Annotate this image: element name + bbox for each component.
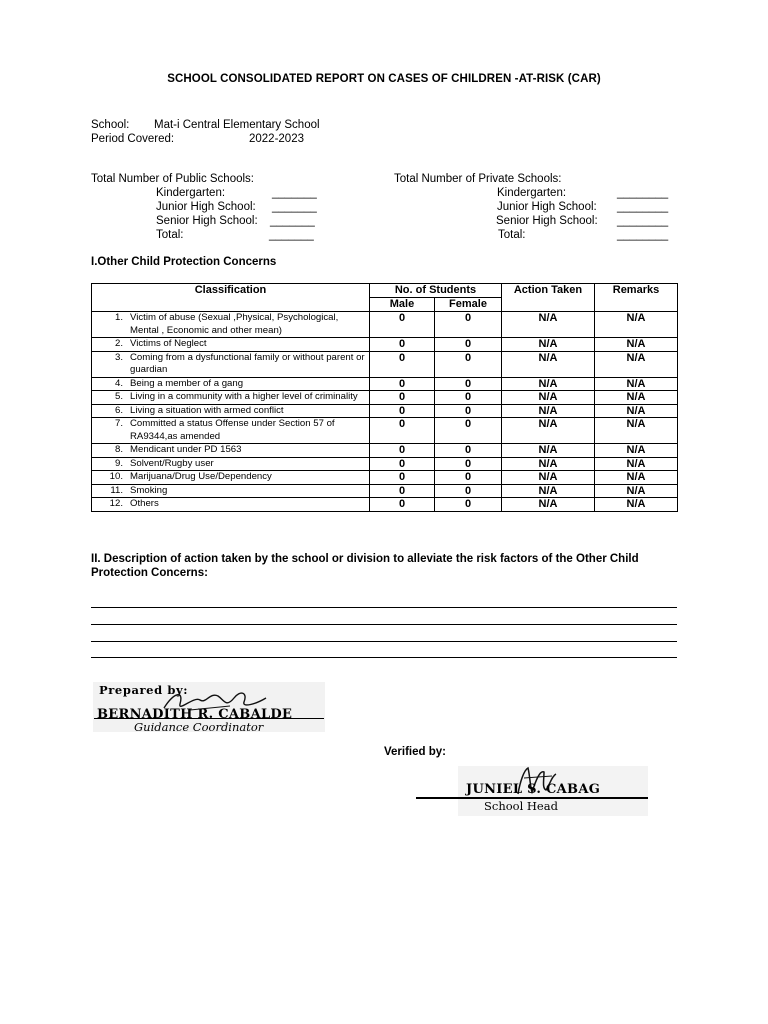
row-number: 2. bbox=[114, 338, 123, 349]
table-row bbox=[92, 444, 678, 458]
prepared-by-label: Prepared by: bbox=[99, 683, 189, 697]
table-row bbox=[92, 338, 678, 352]
row-number: 12. bbox=[109, 498, 123, 509]
verified-by-label: Verified by: bbox=[384, 746, 446, 758]
classification-cell bbox=[92, 351, 370, 377]
period-label: Period Covered: bbox=[91, 133, 175, 145]
classification-cell bbox=[92, 418, 370, 444]
public-shs-blank: _______ bbox=[270, 215, 315, 227]
male-count: 0 bbox=[370, 484, 435, 498]
action-taken: N/A bbox=[502, 312, 595, 338]
action-taken: N/A bbox=[502, 377, 595, 391]
remarks: N/A bbox=[595, 404, 678, 418]
action-taken: N/A bbox=[502, 471, 595, 485]
report-title: SCHOOL CONSOLIDATED REPORT ON CASES OF CHILDREN -AT-RISK (CAR) bbox=[167, 73, 601, 85]
action-taken: N/A bbox=[502, 418, 595, 444]
action-taken: N/A bbox=[502, 391, 595, 405]
classification-cell bbox=[92, 498, 370, 512]
row-classification: Solvent/Rugby user bbox=[130, 457, 214, 469]
female-count: 0 bbox=[435, 484, 502, 498]
action-taken: N/A bbox=[502, 484, 595, 498]
school-value: Mat-i Central Elementary School bbox=[154, 119, 320, 131]
verified-role: School Head bbox=[484, 799, 558, 813]
row-classification: Mendicant under PD 1563 bbox=[130, 444, 242, 455]
action-taken: N/A bbox=[502, 498, 595, 512]
row-number: 10. bbox=[109, 471, 123, 482]
male-count: 0 bbox=[370, 377, 435, 391]
female-count: 0 bbox=[435, 391, 502, 405]
classification-cell bbox=[92, 377, 370, 391]
private-total-blank: ________ bbox=[617, 229, 669, 241]
answer-line-2 bbox=[91, 624, 677, 625]
female-count: 0 bbox=[435, 444, 502, 458]
remarks: N/A bbox=[595, 444, 678, 458]
classification-cell bbox=[92, 404, 370, 418]
classification-cell bbox=[92, 471, 370, 485]
header-classification: Classification bbox=[92, 284, 370, 312]
male-count: 0 bbox=[370, 444, 435, 458]
remarks: N/A bbox=[595, 377, 678, 391]
row-number: 7. bbox=[114, 418, 123, 429]
row-number: 3. bbox=[114, 351, 123, 363]
prepared-role: Guidance Coordinator bbox=[134, 720, 264, 734]
action-taken: N/A bbox=[502, 404, 595, 418]
table-row bbox=[92, 418, 678, 444]
male-count: 0 bbox=[370, 418, 435, 444]
remarks: N/A bbox=[595, 498, 678, 512]
table-row bbox=[92, 457, 678, 471]
table-row bbox=[92, 498, 678, 512]
remarks: N/A bbox=[595, 338, 678, 352]
remarks: N/A bbox=[595, 312, 678, 338]
header-male: Male bbox=[370, 298, 435, 312]
row-classification: Victim of abuse (Sexual ,Physical, Psychological, Mental , Economic and other mean) bbox=[130, 312, 339, 336]
period-value: 2022-2023 bbox=[249, 133, 304, 145]
answer-line-3 bbox=[91, 641, 677, 642]
private-shs-blank: ________ bbox=[617, 215, 669, 227]
classification-cell bbox=[92, 338, 370, 352]
section-2-heading: II. Description of action taken by the school or division to alleviate the risk factors of the Other Child Protection Concerns: bbox=[91, 553, 639, 579]
action-taken: N/A bbox=[502, 444, 595, 458]
female-count: 0 bbox=[435, 404, 502, 418]
row-number: 1. bbox=[114, 312, 123, 323]
row-number: 5. bbox=[114, 391, 123, 402]
answer-line-4 bbox=[91, 657, 677, 658]
section-1-heading: I.Other Child Protection Concerns bbox=[91, 256, 277, 268]
remarks: N/A bbox=[595, 471, 678, 485]
table-row bbox=[92, 312, 678, 338]
male-count: 0 bbox=[370, 471, 435, 485]
row-classification: Committed a status Offense under Section 57 of RA9344,as amended bbox=[130, 418, 335, 442]
private-kindergarten-label: Kindergarten: bbox=[497, 187, 567, 199]
row-number: 4. bbox=[114, 377, 123, 389]
action-taken: N/A bbox=[502, 457, 595, 471]
private-jhs-label: Junior High School: bbox=[497, 201, 597, 213]
private-schools-heading: Total Number of Private Schools: bbox=[394, 173, 562, 185]
female-count: 0 bbox=[435, 377, 502, 391]
public-kindergarten-blank: _______ bbox=[272, 187, 317, 199]
table-row bbox=[92, 471, 678, 485]
row-classification: Being a member of a gang bbox=[130, 377, 244, 389]
public-kindergarten-label: Kindergarten: bbox=[156, 187, 226, 199]
table-row bbox=[92, 484, 678, 498]
row-number: 6. bbox=[114, 404, 123, 416]
row-classification: Living in a community with a higher level of criminality bbox=[130, 391, 358, 402]
row-number: 8. bbox=[114, 444, 123, 455]
table-row bbox=[92, 404, 678, 418]
public-jhs-label: Junior High School: bbox=[156, 201, 256, 213]
remarks: N/A bbox=[595, 457, 678, 471]
header-action-taken: Action Taken bbox=[502, 284, 595, 312]
row-classification: Smoking bbox=[130, 484, 168, 496]
female-count: 0 bbox=[435, 498, 502, 512]
school-label: School: bbox=[91, 119, 130, 131]
remarks: N/A bbox=[595, 351, 678, 377]
answer-line-1 bbox=[91, 607, 677, 608]
action-taken: N/A bbox=[502, 351, 595, 377]
header-remarks: Remarks bbox=[595, 284, 678, 312]
car-table bbox=[91, 283, 678, 512]
row-classification: Others bbox=[130, 498, 159, 509]
public-shs-label: Senior High School: bbox=[156, 215, 258, 227]
private-kindergarten-blank: ________ bbox=[617, 187, 669, 199]
header-female: Female bbox=[435, 298, 502, 312]
male-count: 0 bbox=[370, 404, 435, 418]
row-number: 11. bbox=[110, 484, 123, 496]
remarks: N/A bbox=[595, 484, 678, 498]
public-total-blank: _______ bbox=[269, 229, 314, 241]
private-shs-label: Senior High School: bbox=[496, 215, 598, 227]
action-taken: N/A bbox=[502, 338, 595, 352]
row-classification: Coming from a dysfunctional family or without parent or guardian bbox=[130, 351, 365, 375]
female-count: 0 bbox=[435, 418, 502, 444]
public-schools-heading: Total Number of Public Schools: bbox=[91, 173, 254, 185]
female-count: 0 bbox=[435, 338, 502, 352]
male-count: 0 bbox=[370, 351, 435, 377]
classification-cell bbox=[92, 484, 370, 498]
male-count: 0 bbox=[370, 457, 435, 471]
public-jhs-blank: _______ bbox=[272, 201, 317, 213]
classification-cell bbox=[92, 391, 370, 405]
remarks: N/A bbox=[595, 391, 678, 405]
classification-cell bbox=[92, 444, 370, 458]
female-count: 0 bbox=[435, 471, 502, 485]
verified-name: JUNIEL S. CABAG bbox=[466, 782, 601, 797]
row-classification: Victims of Neglect bbox=[130, 338, 207, 349]
male-count: 0 bbox=[370, 338, 435, 352]
row-classification: Marijuana/Drug Use/Dependency bbox=[130, 471, 272, 482]
female-count: 0 bbox=[435, 457, 502, 471]
classification-cell bbox=[92, 457, 370, 471]
table-row bbox=[92, 351, 678, 377]
remarks: N/A bbox=[595, 418, 678, 444]
table-row bbox=[92, 377, 678, 391]
classification-cell bbox=[92, 312, 370, 338]
row-classification: Living a situation with armed conflict bbox=[130, 404, 284, 416]
private-total-label: Total: bbox=[498, 229, 526, 241]
private-jhs-blank: ________ bbox=[617, 201, 669, 213]
male-count: 0 bbox=[370, 391, 435, 405]
male-count: 0 bbox=[370, 498, 435, 512]
prepared-name: BERNADITH R. CABALDE bbox=[97, 707, 293, 722]
male-count: 0 bbox=[370, 312, 435, 338]
header-no-of-students: No. of Students bbox=[370, 284, 502, 298]
row-number: 9. bbox=[114, 457, 123, 469]
female-count: 0 bbox=[435, 312, 502, 338]
table-row bbox=[92, 391, 678, 405]
female-count: 0 bbox=[435, 351, 502, 377]
public-total-label: Total: bbox=[156, 229, 184, 241]
